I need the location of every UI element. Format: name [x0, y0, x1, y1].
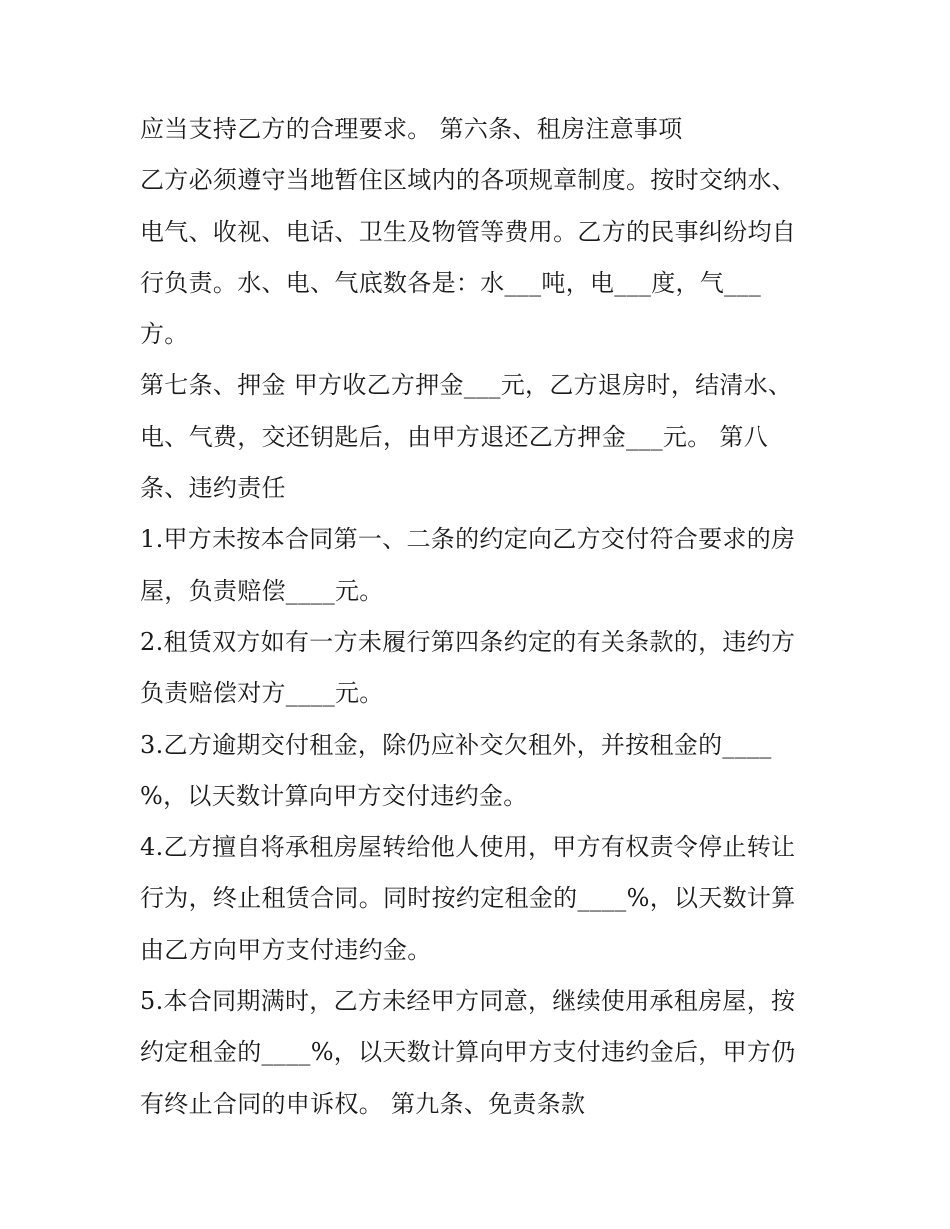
- text-line: 约定租金的____%，以天数计算向甲方支付违约金后，甲方仍: [140, 1038, 796, 1067]
- text-line: 3.乙方逾期交付租金，除仍应补交欠租外，并按租金的____: [140, 730, 772, 759]
- text-line: 2.租赁双方如有一方未履行第四条约定的有关条款的，违约方: [140, 627, 796, 656]
- text-line: 由乙方向甲方支付违约金。: [140, 935, 432, 964]
- text-line: 乙方必须遵守当地暂住区域内的各项规章制度。按时交纳水、: [140, 166, 797, 195]
- text-line: 应当支持乙方的合理要求。 第六条、租房注意事项: [140, 115, 683, 143]
- text-line: 方。: [140, 320, 189, 349]
- text-line: 条、违约责任: [140, 474, 286, 503]
- text-line: 行负责。水、电、气底数各是：水___吨，电___度，气___: [140, 268, 761, 297]
- text-line: 4.乙方擅自将承租房屋转给他人使用，甲方有权责令停止转让: [140, 833, 796, 862]
- text-line: 屋，负责赔偿____元。: [140, 576, 384, 605]
- text-line: 电气、收视、电话、卫生及物管等费用。乙方的民事纠纷均自: [140, 217, 797, 246]
- text-line: 1.甲方未按本合同第一、二条的约定向乙方交付符合要求的房: [140, 525, 796, 554]
- text-line: 行为，终止租赁合同。同时按约定租金的____%，以天数计算: [140, 884, 796, 913]
- text-line: 第七条、押金 甲方收乙方押金___元，乙方退房时，结清水、: [140, 371, 793, 400]
- text-line: 5.本合同期满时，乙方未经甲方同意，继续使用承租房屋，按: [140, 987, 796, 1016]
- text-line: 有终止合同的申诉权。 第九条、免责条款: [140, 1089, 586, 1118]
- text-line: 电、气费，交还钥匙后，由甲方退还乙方押金___元。 第八: [140, 422, 769, 451]
- text-line: 负责赔偿对方____元。: [140, 679, 384, 708]
- document-body: [140, 104, 830, 1130]
- text-line: %，以天数计算向甲方交付违约金。: [140, 781, 528, 810]
